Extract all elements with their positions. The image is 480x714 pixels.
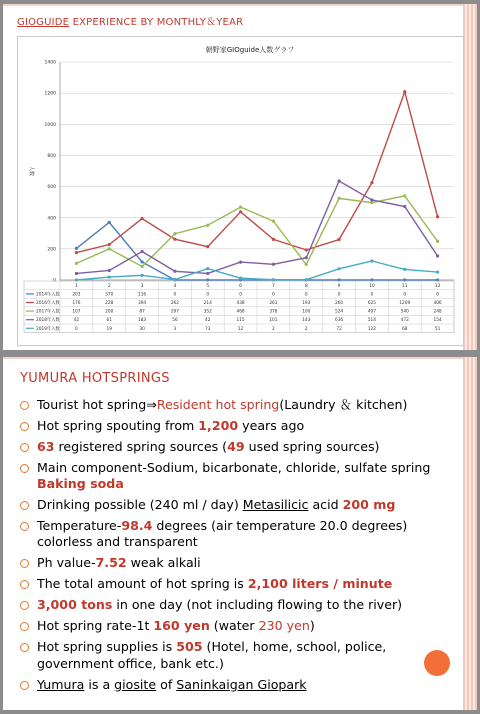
- data-label: 72: [336, 326, 342, 332]
- data-label: 100: [302, 309, 311, 315]
- data-point: [305, 263, 308, 266]
- bullet-item: [18, 497, 463, 513]
- data-point: [272, 220, 275, 223]
- bullet-circle-icon: [20, 501, 29, 510]
- bullet-text-part: (Hotel, home, school, police, government office, bank etc.): [37, 639, 387, 671]
- y-tick-label: 200: [47, 247, 56, 253]
- series-line-1: [76, 222, 437, 280]
- data-label: 370: [105, 292, 114, 298]
- bullet-text-part: of: [156, 676, 177, 692]
- data-point: [403, 194, 406, 197]
- data-label: 107: [72, 309, 81, 315]
- bullet-list: [18, 397, 463, 698]
- data-label: 261: [269, 301, 278, 306]
- x-tick-label: 5: [206, 284, 210, 289]
- data-point: [436, 254, 439, 257]
- x-tick-label: 3: [140, 284, 144, 289]
- orange-circle-decoration: [424, 650, 450, 676]
- chart-slide: [3, 4, 477, 350]
- bullet-text-part: (Laundry ＆ kitchen): [279, 397, 408, 412]
- bullet-text-part: Ph value-: [37, 555, 96, 571]
- data-point: [140, 260, 143, 263]
- series-line-2: [76, 92, 437, 253]
- bullet-item: [18, 518, 463, 550]
- bullet-text-part: 49: [227, 439, 245, 454]
- data-label: 2: [304, 326, 308, 332]
- data-point: [173, 270, 176, 273]
- data-label: 12: [237, 326, 244, 332]
- bullet-circle-icon: [20, 643, 29, 652]
- x-tick-label: 6: [239, 284, 243, 289]
- x-tick-label: 10: [369, 284, 375, 289]
- data-point: [108, 275, 111, 278]
- bullet-text-part: 1,200: [198, 418, 239, 433]
- bullet-text-part: 3,000 tons: [37, 597, 113, 613]
- data-point: [108, 221, 111, 224]
- bullet-item: [18, 555, 463, 571]
- bullet-text-part: 200 mg: [342, 497, 396, 513]
- x-tick-label: 9: [337, 284, 341, 289]
- data-point: [403, 90, 406, 93]
- bullet-circle-icon: [20, 422, 29, 431]
- data-label: 200: [105, 309, 114, 315]
- data-point: [337, 197, 340, 200]
- data-label: 0: [239, 292, 242, 298]
- data-point: [239, 210, 242, 213]
- data-point: [403, 268, 406, 271]
- data-label: 3: [173, 326, 177, 332]
- chart-slide-title: [17, 13, 243, 28]
- bullet-item: [18, 597, 463, 613]
- slide-top-rule: [3, 4, 463, 6]
- data-label: 30: [139, 326, 145, 332]
- y-tick-label: 600: [47, 185, 56, 191]
- data-label: 19: [106, 326, 112, 332]
- hotsprings-title: YUMURA HOTSPRINGS: [20, 371, 170, 386]
- title-prefix: GIOGUIDE: [17, 17, 70, 28]
- bullet-circle-icon: [20, 580, 29, 589]
- data-point: [140, 265, 143, 268]
- data-point: [173, 238, 176, 241]
- data-point: [305, 248, 308, 251]
- data-point: [206, 224, 209, 227]
- bullet-text-part: 505: [176, 639, 203, 655]
- data-label: 61: [106, 318, 112, 324]
- data-point: [370, 259, 373, 262]
- data-point: [436, 270, 439, 273]
- bullet-text-part: Temperature-: [37, 518, 122, 534]
- data-point: [140, 217, 143, 220]
- data-label: 116: [137, 292, 147, 298]
- data-label: 193: [302, 301, 311, 306]
- data-label: 176: [72, 301, 81, 306]
- data-label: 115: [236, 318, 245, 324]
- bullet-item: [18, 618, 463, 634]
- data-label: 154: [433, 318, 442, 324]
- data-label: 143: [302, 318, 311, 324]
- data-point: [75, 272, 78, 275]
- bullet-item: [18, 418, 463, 434]
- y-tick-label: 0: [53, 278, 56, 284]
- bullet-text-part: Resident hot spring: [156, 397, 280, 412]
- bullet-item: [18, 576, 463, 592]
- data-point: [370, 198, 373, 201]
- data-label: 203: [72, 292, 81, 298]
- data-point: [140, 250, 143, 253]
- data-point: [239, 260, 242, 263]
- data-label: 540: [400, 309, 409, 315]
- bullet-text-part: degrees (air temperature 20.0 degrees) colorless and transparent: [37, 518, 408, 550]
- data-label: 0: [75, 326, 78, 332]
- data-point: [206, 245, 209, 248]
- data-label: 0: [173, 292, 177, 298]
- data-label: 68: [402, 326, 408, 332]
- data-label: 87: [139, 309, 145, 315]
- data-point: [239, 206, 242, 209]
- data-point: [140, 274, 143, 277]
- bullet-text-part: is a: [84, 676, 115, 692]
- chart-area: [17, 36, 464, 346]
- data-label: 2: [272, 326, 275, 332]
- bullet-text-part: Tourist hot spring⇒: [37, 397, 157, 412]
- x-tick-label: 7: [271, 284, 275, 289]
- data-label: 406: [433, 301, 442, 306]
- bullet-item: [18, 639, 463, 671]
- data-point: [206, 267, 209, 270]
- data-point: [272, 238, 275, 241]
- bullet-text-part: Hot spring supplies is: [37, 639, 177, 655]
- title-rest: EXPERIENCE BY MONTHLY＆YEAR: [69, 17, 244, 28]
- bullet-text-part: weak alkali: [126, 555, 201, 571]
- y-tick-label: 1400: [44, 60, 56, 66]
- slide-decor-stripe: [463, 4, 477, 350]
- bullet-text-part: 2,100 liters / minute: [247, 576, 393, 592]
- bullet-text-part: Drinking possible (240 ml / day): [37, 497, 243, 513]
- data-label: 524: [334, 309, 344, 315]
- hotsprings-slide: [3, 357, 477, 710]
- data-point: [75, 247, 78, 250]
- data-point: [108, 269, 111, 272]
- bullet-text-part: Saninkaigan Giopark: [176, 676, 307, 692]
- bullet-text-part: 7.52: [95, 555, 127, 571]
- data-point: [75, 251, 78, 254]
- chart-title: 朝野家GIOguide人数グラフ: [205, 46, 295, 54]
- y-tick-label: 1200: [44, 91, 56, 97]
- data-label: 0: [272, 292, 275, 298]
- bullet-text-part: Hot spring rate-1t: [37, 618, 154, 634]
- bullet-text-part: years ago: [238, 418, 305, 433]
- data-label: 42: [73, 318, 80, 324]
- data-label: 51: [434, 326, 441, 332]
- data-label: 56: [172, 318, 178, 324]
- bullet-text-part: registered spring sources (: [54, 439, 228, 454]
- data-label: 0: [436, 292, 439, 298]
- bullet-text-part: in one day (not including flowing to the river): [112, 597, 403, 613]
- data-point: [305, 256, 308, 259]
- data-point: [403, 205, 406, 208]
- y-tick-label: 1000: [44, 122, 56, 128]
- bullet-item: [18, 397, 463, 413]
- bullet-text-part: ): [309, 618, 315, 634]
- bullet-text-part: giosite: [114, 676, 157, 692]
- data-point: [337, 267, 340, 270]
- data-label: 297: [170, 309, 180, 315]
- slide-top-rule: [3, 357, 463, 359]
- bullet-item: [18, 439, 463, 455]
- bullet-circle-icon: [20, 622, 29, 631]
- bullet-text-part: Main component-Sodium, bicarbonate, chloride, sulfate spring: [37, 460, 431, 475]
- data-label: 625: [367, 301, 377, 306]
- bullet-circle-icon: [20, 681, 29, 690]
- x-tick-label: 1: [74, 284, 78, 289]
- data-label: 0: [304, 292, 308, 298]
- data-point: [337, 179, 340, 182]
- bullet-item: [18, 677, 463, 693]
- data-label: 352: [203, 309, 212, 315]
- bullet-circle-icon: [20, 443, 29, 452]
- series-line-3: [76, 196, 437, 267]
- bullet-text-part: Yumura: [37, 676, 85, 692]
- data-label: 468: [236, 309, 245, 315]
- x-tick-label: 2: [107, 284, 111, 289]
- data-label: 248: [433, 309, 442, 315]
- bullet-text-part: Metasilicic: [242, 497, 309, 513]
- legend-label: 2016年入数: [36, 301, 60, 306]
- legend-label: 2014年入数: [36, 292, 60, 298]
- bullet-circle-icon: [20, 601, 29, 610]
- data-label: 472: [400, 318, 409, 324]
- data-point: [337, 238, 340, 241]
- bullet-text-part: Baking soda: [37, 476, 124, 492]
- data-point: [370, 181, 373, 184]
- data-label: 1209: [399, 301, 411, 306]
- bullet-text-part: Hot spring spouting from: [37, 418, 199, 433]
- data-label: 497: [367, 309, 377, 315]
- data-label: 122: [367, 326, 377, 332]
- bullet-text-part: The total amount of hot spring is: [37, 576, 248, 592]
- data-label: 260: [334, 301, 344, 306]
- data-label: 636: [334, 318, 344, 324]
- data-label: 228: [105, 301, 114, 306]
- data-label: 514: [367, 318, 377, 324]
- data-label: 101: [269, 318, 278, 324]
- data-point: [173, 278, 176, 281]
- data-label: 262: [170, 301, 180, 306]
- y-axis-label: 人数: [28, 165, 34, 177]
- data-point: [272, 263, 275, 266]
- data-label: 214: [203, 301, 212, 306]
- bullet-text-part: 98.4: [121, 518, 153, 534]
- bullet-circle-icon: [20, 464, 29, 473]
- legend-label: 2019年入数: [36, 326, 60, 332]
- data-label: 438: [236, 301, 245, 306]
- data-point: [75, 262, 78, 265]
- data-label: 378: [269, 309, 278, 315]
- bullet-circle-icon: [20, 522, 29, 531]
- line-chart: [18, 37, 463, 345]
- data-label: 0: [206, 292, 210, 298]
- bullet-text-part: (water: [209, 618, 259, 634]
- data-label: 183: [137, 318, 147, 324]
- data-label: 0: [370, 292, 374, 298]
- data-point: [436, 215, 439, 218]
- y-tick-label: 400: [47, 216, 56, 222]
- bullet-text-part: acid: [308, 497, 343, 513]
- x-tick-label: 4: [173, 284, 177, 289]
- bullet-circle-icon: [20, 401, 29, 410]
- bullet-text-part: used spring sources): [244, 439, 380, 454]
- data-point: [206, 272, 209, 275]
- data-point: [239, 277, 242, 280]
- data-point: [436, 240, 439, 243]
- data-label: 42: [205, 318, 211, 324]
- data-point: [108, 243, 111, 246]
- data-label: 0: [337, 292, 341, 298]
- bullet-text-part: 230 yen: [258, 618, 310, 634]
- bullet-item: [18, 460, 463, 492]
- y-tick-label: 800: [47, 154, 56, 160]
- legend-label: 2017年入数: [36, 309, 60, 315]
- bullet-text-part: 160 yen: [153, 618, 210, 634]
- data-label: 394: [137, 301, 147, 306]
- slide-decor-stripe: [463, 357, 477, 710]
- data-point: [108, 247, 111, 250]
- x-tick-label: 11: [401, 284, 408, 289]
- x-tick-label: 12: [434, 284, 441, 289]
- data-label: 73: [205, 326, 211, 332]
- bullet-circle-icon: [20, 559, 29, 568]
- bullet-text-part: 63: [37, 439, 55, 454]
- x-tick-label: 8: [304, 284, 308, 289]
- legend-label: 2018年入数: [36, 318, 60, 324]
- data-point: [173, 232, 176, 235]
- data-label: 0: [403, 292, 407, 298]
